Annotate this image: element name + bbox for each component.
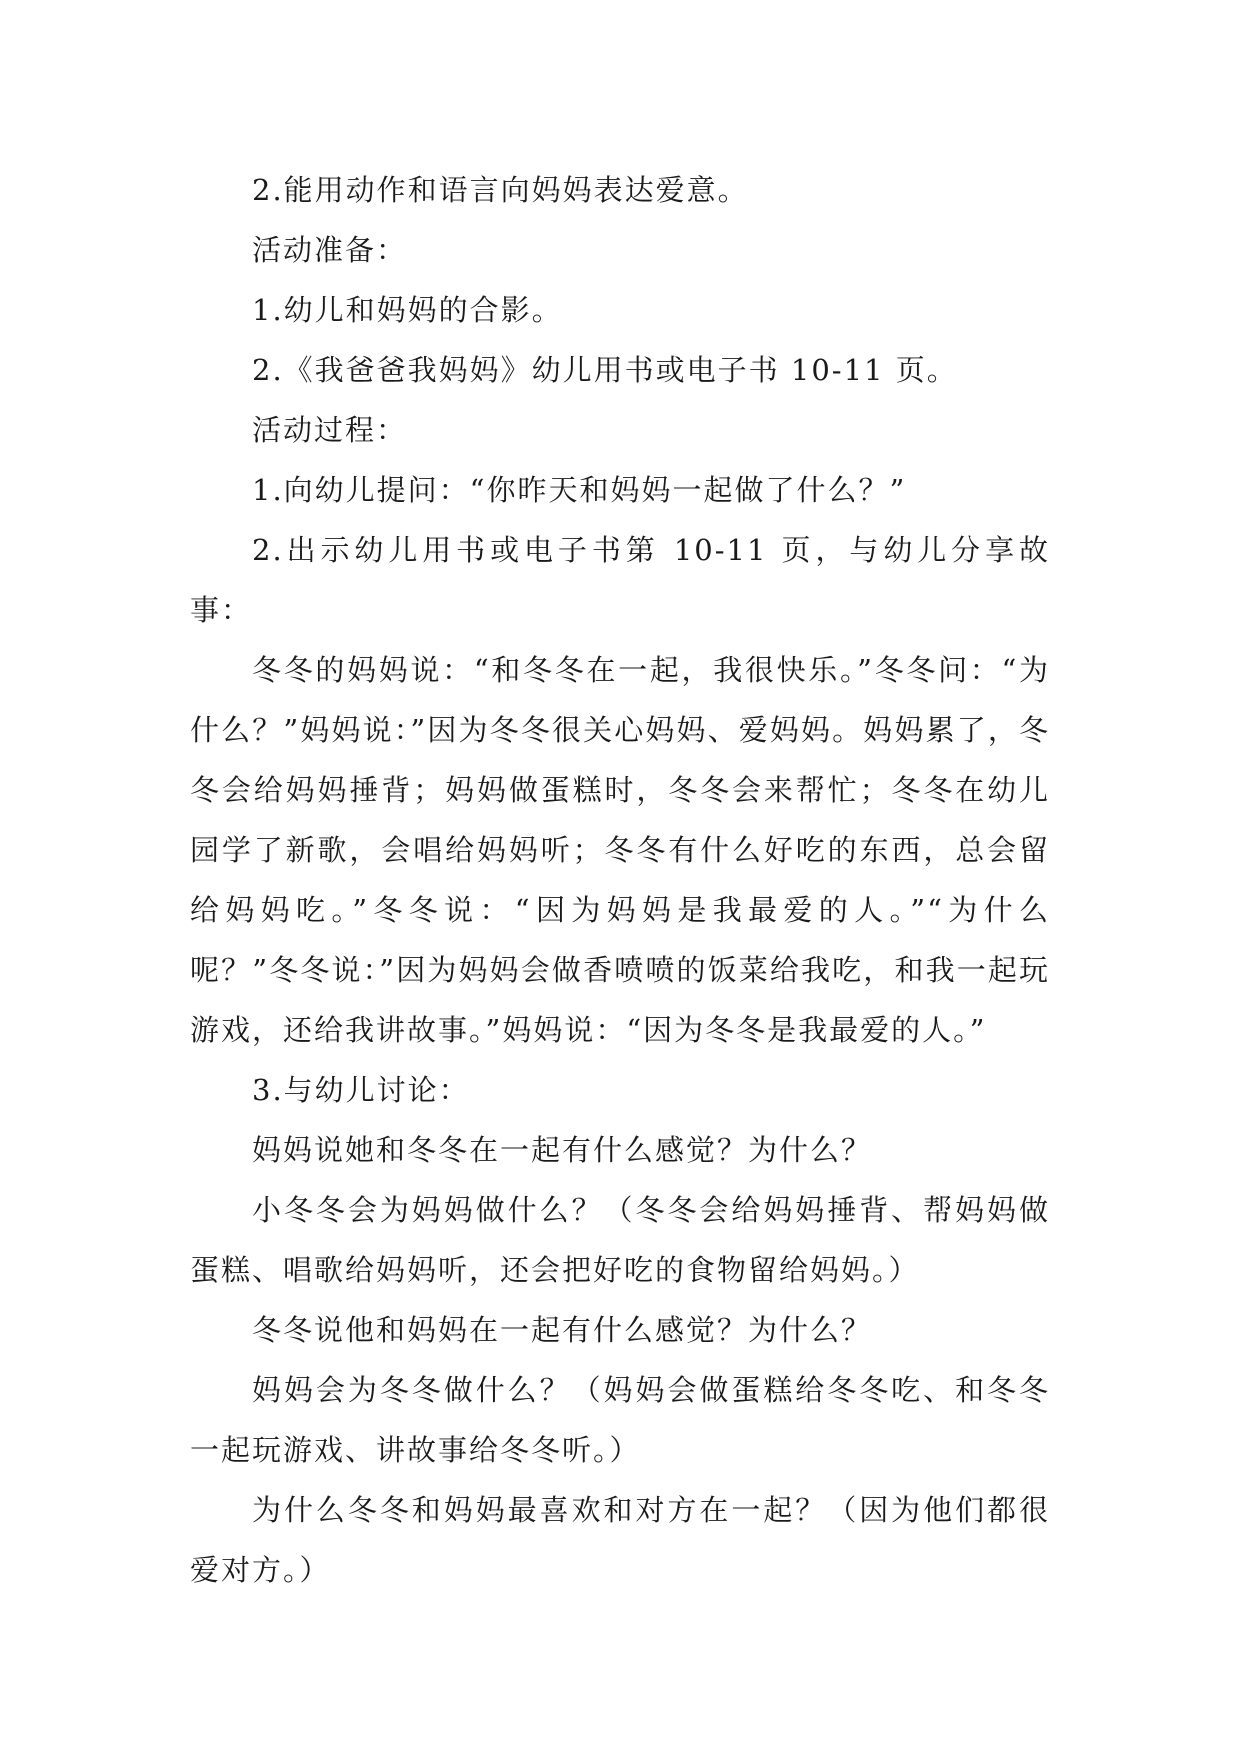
paragraph-step-1: 1.向幼儿提问：“你昨天和妈妈一起做了什么？” — [252, 473, 907, 507]
paragraph-step-3: 3.与幼儿讨论： — [252, 1073, 470, 1107]
paragraph-question-5: 为什么冬冬和妈妈最喜欢和对方在一起？（因为他们都很爱对方。） — [190, 1493, 1050, 1587]
paragraph-prep-2: 2.《我爸爸我妈妈》幼儿用书或电子书 10-11 页。 — [252, 353, 958, 387]
paragraph-question-1: 妈妈说她和冬冬在一起有什么感觉？为什么？ — [252, 1133, 873, 1167]
paragraph-goal-2: 2.能用动作和语言向妈妈表达爱意。 — [252, 173, 749, 207]
paragraph-question-2: 小冬冬会为妈妈做什么？（冬冬会给妈妈捶背、帮妈妈做蛋糕、唱歌给妈妈听，还会把好吃的食物留给妈妈。） — [190, 1193, 1050, 1287]
paragraph-prep-1: 1.幼儿和妈妈的合影。 — [252, 293, 563, 327]
paragraph-question-3: 冬冬说他和妈妈在一起有什么感觉？为什么？ — [252, 1313, 873, 1347]
heading-preparation: 活动准备： — [252, 233, 408, 267]
document-page — [190, 160, 1050, 1600]
paragraph-story: 冬冬的妈妈说：“和冬冬在一起，我很快乐。”冬冬问：“为什么？”妈妈说：”因为冬冬很关心妈妈、爱妈妈。妈妈累了，冬冬会给妈妈捶背；妈妈做蛋糕时，冬冬会来帮忙；冬冬在幼儿园学了新歌，会唱给妈妈听；冬冬有什么好吃的东西，总会留给妈妈吃。”冬冬说：“因为妈妈是我最爱的人。”“为什么呢？”冬冬说：”因为妈妈会做香喷喷的饭菜给我吃，和我一起玩游戏，还给我讲故事。”妈妈说：“因为冬冬是我最爱的人。” — [190, 653, 1050, 1047]
paragraph-step-2: 2.出示幼儿用书或电子书第 10-11 页，与幼儿分享故事： — [190, 533, 1050, 627]
heading-process: 活动过程： — [252, 413, 408, 447]
paragraph-question-4: 妈妈会为冬冬做什么？（妈妈会做蛋糕给冬冬吃、和冬冬一起玩游戏、讲故事给冬冬听。） — [190, 1373, 1050, 1467]
